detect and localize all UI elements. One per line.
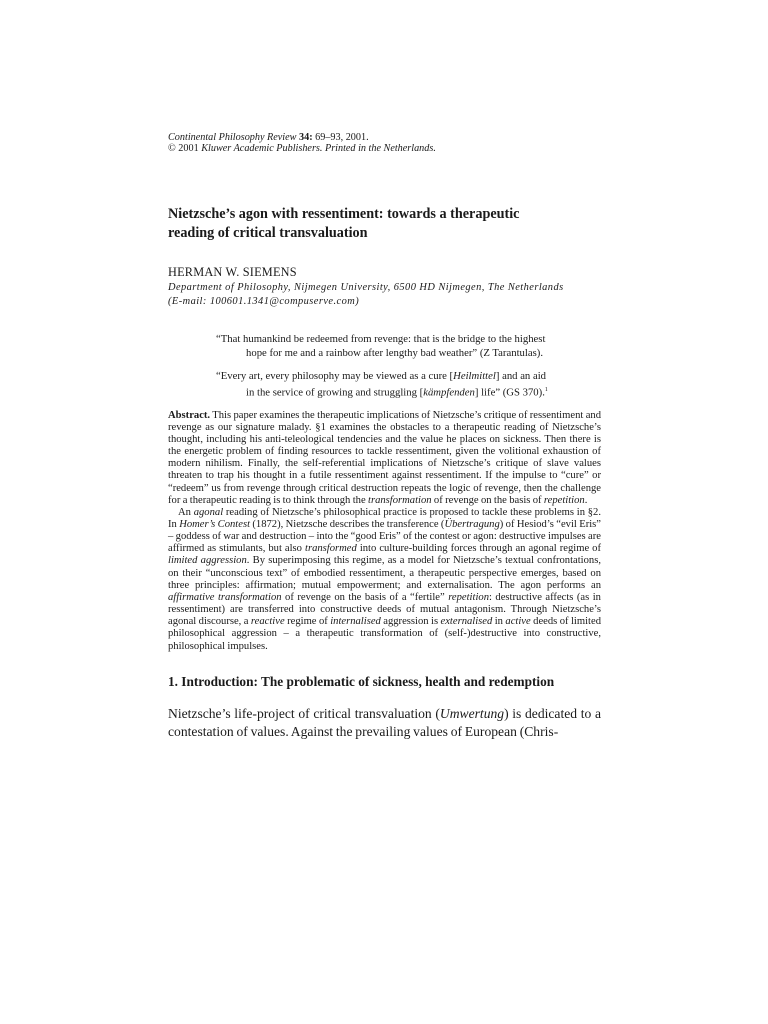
italic-term: affirmative transformation xyxy=(168,591,282,603)
italic-term: Homer’s Contest xyxy=(179,518,251,530)
text-run: reading of Nietzsche’s philosophical practice is proposed to tackle these problems in §2. In xyxy=(168,506,601,530)
copyright-line xyxy=(168,143,601,154)
abstract-label: Abstract. xyxy=(168,409,211,421)
journal-volume: 34: xyxy=(299,132,313,143)
text-run: of revenge on the basis of xyxy=(431,494,544,506)
text-run: deeds of limited philosophical aggression – a therapeutic transformation of (self-)destructive into constructive, philosophical impulses. xyxy=(168,616,601,652)
text-run: in xyxy=(492,616,506,628)
abstract-paragraph-2 xyxy=(168,507,601,653)
abstract xyxy=(168,410,601,653)
text-run: This paper examines the therapeutic implications of Nietzsche’s critique of ressentiment and revenge as our signature malady. §1 examines the obstacles to a therapeutic reading of Nietzsche’s thought, including his anti-teleological tendencies and the value he places on sickness. Then there is the energetic problem of finding resources to tackle ressentiment, given the volitional exhaustion of modern nihilism. Finally, the self-referential implications of Nietzsche’s critique of slave values threaten to trap his thought in a futile ressentiment against ressentiment. If the impulse to “cure” or “redeem” us from revenge through critical destruction repeats the logic of revenge, then the challenge for a therapeutic reading is to think through the xyxy=(168,409,601,506)
epigraph-quote-2 xyxy=(216,370,601,400)
text-run: ) is dedicated to a contestation of values. Against the prevailing values of European (Chris- xyxy=(168,705,601,740)
section-body xyxy=(168,705,601,742)
text-run: (1872), Nietzsche describes the transference ( xyxy=(250,518,445,530)
epigraph-2-line-2 xyxy=(216,384,601,400)
italic-term: reactive xyxy=(250,616,285,628)
text-run: “Every art, every philosophy may be viewed as a cure [ xyxy=(216,370,454,382)
journal-citation xyxy=(168,132,601,154)
epigraph-1-line-2: hope for me and a rainbow after lengthy bad weather” (Z Tarantulas). xyxy=(246,346,543,359)
italic-term: agonal xyxy=(193,506,224,518)
journal-line xyxy=(168,132,601,143)
body-paragraph xyxy=(168,705,601,742)
text-run: An xyxy=(178,506,194,518)
abstract-paragraph-1 xyxy=(168,410,601,507)
epigraph-block xyxy=(168,333,601,400)
title-line-1: Nietzsche’s agon with ressentiment: towards a therapeutic xyxy=(168,206,520,222)
italic-term: externalised xyxy=(440,616,493,628)
italic-term: kämpfenden xyxy=(423,386,475,399)
section-heading: 1. Introduction: The problematic of sickness, health and redemption xyxy=(168,673,555,689)
epigraph-quote-1 xyxy=(216,333,601,360)
italic-term: transformation xyxy=(368,494,432,506)
author-affiliation xyxy=(168,281,601,309)
author-email: (E-mail: 100601.1341@compuserve.com) xyxy=(168,296,360,307)
journal-pages: 69–93, 2001. xyxy=(312,132,369,143)
text-run: regime of xyxy=(284,616,331,628)
text-run: in the service of growing and struggling [ xyxy=(246,386,424,399)
text-run: . By superimposing this regime, as a model for Nietzsche’s textual confrontations, on their “unconscious text” of embodied ressentiment, a therapeutic perspective emerges, based on three principles: affirmation; mutual empowerment; and externalisation. The agon performs an xyxy=(168,555,601,591)
text-run: Nietzsche’s life-project of critical transvaluation ( xyxy=(168,705,440,721)
journal-name: Continental Philosophy Review xyxy=(168,132,297,143)
text-run: ) of Hesiod’s “evil Eris” – goddess of war and destruction – into the “good Eris” of the contest or agon: destructive impulses are affirmed as stimulants, but also xyxy=(168,518,601,555)
italic-term: Heilmittel xyxy=(453,370,496,382)
text-run: aggression is xyxy=(380,616,441,628)
author-name: HERMAN W. SIEMENS xyxy=(168,265,297,279)
text-run: ] and an aid xyxy=(495,370,547,382)
italic-term: repetition xyxy=(448,591,489,603)
italic-term: active xyxy=(505,616,531,628)
paper-page xyxy=(168,132,601,742)
paper-title xyxy=(168,205,601,243)
text-run: ] life” (GS 370). xyxy=(474,386,545,399)
italic-term: repetition xyxy=(543,494,585,506)
title-line-2: reading of critical transvaluation xyxy=(168,225,368,241)
text-run: into culture-building forces through an agonal regime of xyxy=(356,543,601,555)
epigraph-2-line-1 xyxy=(216,370,546,382)
epigraph-1-line-1: “That humankind be redeemed from revenge: that is the bridge to the highest xyxy=(216,333,546,345)
publisher: Kluwer Academic Publishers. Printed in the Netherlands. xyxy=(201,143,436,154)
italic-term: limited aggression xyxy=(168,555,247,567)
italic-term: internalised xyxy=(330,616,381,628)
text-run: . xyxy=(584,494,588,506)
text-run: : destructive affects (as in ressentiment) are transferred into constructive deeds of mutual antagonism. Through Nietzsche’s agonal discourse, a xyxy=(168,591,601,628)
italic-term: Umwertung xyxy=(439,705,505,721)
affiliation-line: Department of Philosophy, Nijmegen University, 6500 HD Nijmegen, The Netherlands xyxy=(168,282,564,293)
text-run: of revenge on the basis of a “fertile” xyxy=(281,591,449,603)
italic-term: Übertragung xyxy=(444,518,500,530)
copyright: © 2001 xyxy=(168,143,202,154)
footnote-marker[interactable]: 1 xyxy=(544,386,548,393)
italic-term: transformed xyxy=(305,543,357,555)
